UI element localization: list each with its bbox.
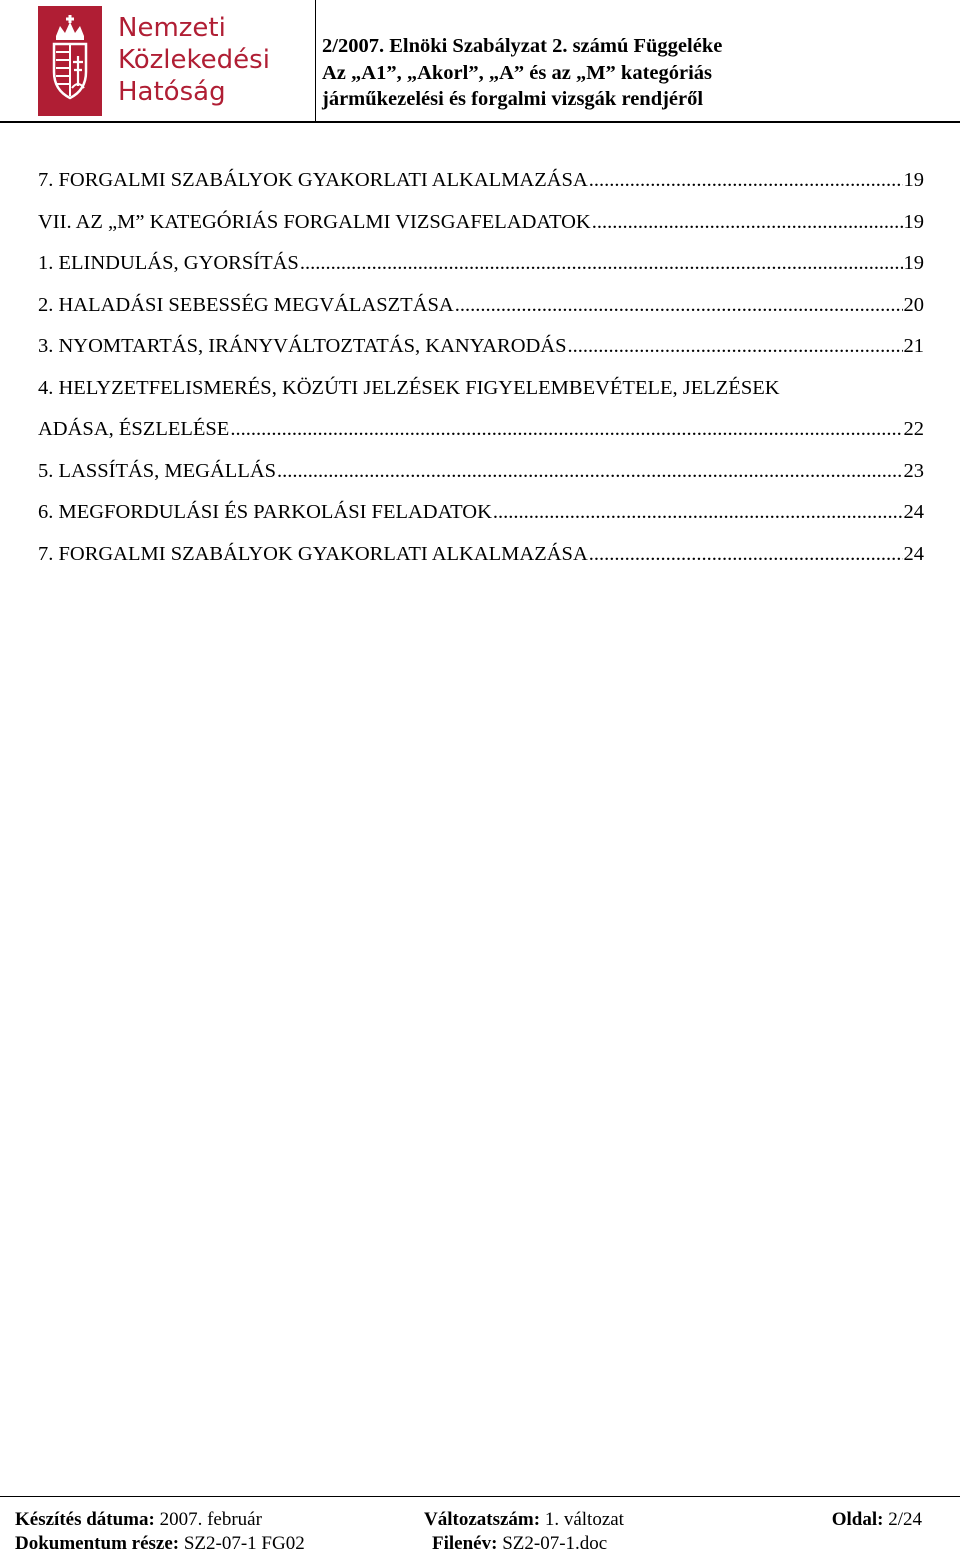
toc-entry[interactable] — [38, 326, 924, 368]
toc-entry-page: 22 — [904, 409, 925, 451]
toc-entry-title: 7. FORGALMI SZABÁLYOK GYAKORLATI ALKALMAZÁSA — [38, 534, 588, 576]
toc-leader — [493, 492, 903, 534]
org-name-line: Közlekedési — [118, 44, 270, 76]
page-header — [0, 0, 960, 122]
toc-entry-title: 6. MEGFORDULÁSI ÉS PARKOLÁSI FELADATOK — [38, 492, 492, 534]
footer-page — [832, 1508, 922, 1532]
toc-entry-page: 24 — [904, 492, 925, 534]
org-name-line: Nemzeti — [118, 12, 270, 44]
toc-entry-title: 4. HELYZETFELISMERÉS, KÖZÚTI JELZÉSEK FIGYELEMBEVÉTELE, JELZÉSEK — [38, 377, 780, 399]
toc-entry[interactable] — [38, 285, 924, 327]
nkh-logo — [38, 6, 313, 116]
header-rule — [0, 121, 960, 123]
footer-page-value: 2/24 — [888, 1509, 922, 1530]
toc-entry-title: 3. NYOMTARTÁS, IRÁNYVÁLTOZTATÁS, KANYARODÁS — [38, 326, 567, 368]
footer-docpart-label: Dokumentum része: — [15, 1533, 179, 1554]
footer-version-label: Változatszám: — [424, 1509, 540, 1530]
footer-version — [424, 1508, 624, 1532]
footer-docpart — [15, 1532, 305, 1555]
document-title-line: Az „A1”, „Akorl”, „A” és az „M” kategóriás — [322, 60, 722, 87]
toc-entry-page: 19 — [904, 202, 925, 244]
toc-leader — [277, 451, 902, 493]
org-name-line: Hatóság — [118, 76, 270, 108]
toc-entry[interactable] — [38, 202, 924, 244]
toc-entry-page: 19 — [904, 160, 925, 202]
toc-leader — [455, 285, 903, 327]
footer-date-label: Készítés dátuma: — [15, 1509, 155, 1530]
toc-leader — [230, 409, 902, 451]
toc-entry[interactable] — [38, 160, 924, 202]
footer-page-label: Oldal: — [832, 1509, 884, 1530]
header-divider — [315, 0, 316, 122]
toc-entry-title: 2. HALADÁSI SEBESSÉG MEGVÁLASZTÁSA — [38, 285, 454, 327]
toc-leader — [592, 202, 903, 244]
footer-date — [15, 1508, 262, 1532]
toc-entry[interactable] — [38, 534, 924, 576]
footer-version-value: 1. változat — [545, 1509, 624, 1530]
toc-leader — [300, 243, 903, 285]
toc-entry-page: 20 — [904, 285, 925, 327]
toc-entry-page: 23 — [904, 451, 925, 493]
toc-entry-page: 21 — [904, 326, 925, 368]
footer-filename-label: Filenév: — [432, 1533, 497, 1554]
document-title-line: 2/2007. Elnöki Szabályzat 2. számú Függeléke — [322, 33, 722, 60]
toc-entry-first-line[interactable] — [38, 368, 924, 410]
toc-entry-title: 1. ELINDULÁS, GYORSÍTÁS — [38, 243, 299, 285]
toc-entry-title: 5. LASSÍTÁS, MEGÁLLÁS — [38, 451, 276, 493]
toc-entry[interactable] — [38, 243, 924, 285]
toc-leader — [589, 534, 903, 576]
footer-docpart-value: SZ2-07-1 FG02 — [184, 1533, 305, 1554]
toc-entry-title: 7. FORGALMI SZABÁLYOK GYAKORLATI ALKALMAZÁSA — [38, 160, 588, 202]
footer-rule — [0, 1496, 960, 1497]
toc-entry-title: VII. AZ „M” KATEGÓRIÁS FORGALMI VIZSGAFELADATOK — [38, 202, 591, 244]
document-title-line: járműkezelési és forgalmi vizsgák rendjéről — [322, 86, 722, 113]
org-name — [118, 12, 270, 108]
toc-entry[interactable] — [38, 451, 924, 493]
coat-of-arms-icon — [38, 6, 102, 116]
document-title — [322, 33, 722, 113]
toc-entry-page: 24 — [904, 534, 925, 576]
toc-entry-title: ADÁSA, ÉSZLELÉSE — [38, 409, 229, 451]
toc-leader — [568, 326, 903, 368]
footer-date-value: 2007. február — [160, 1509, 262, 1530]
table-of-contents — [38, 160, 924, 575]
toc-leader — [589, 160, 903, 202]
toc-entry[interactable] — [38, 409, 924, 451]
toc-entry[interactable] — [38, 492, 924, 534]
toc-entry-page: 19 — [904, 243, 925, 285]
footer-filename — [432, 1532, 607, 1555]
footer-filename-value: SZ2-07-1.doc — [502, 1533, 607, 1554]
